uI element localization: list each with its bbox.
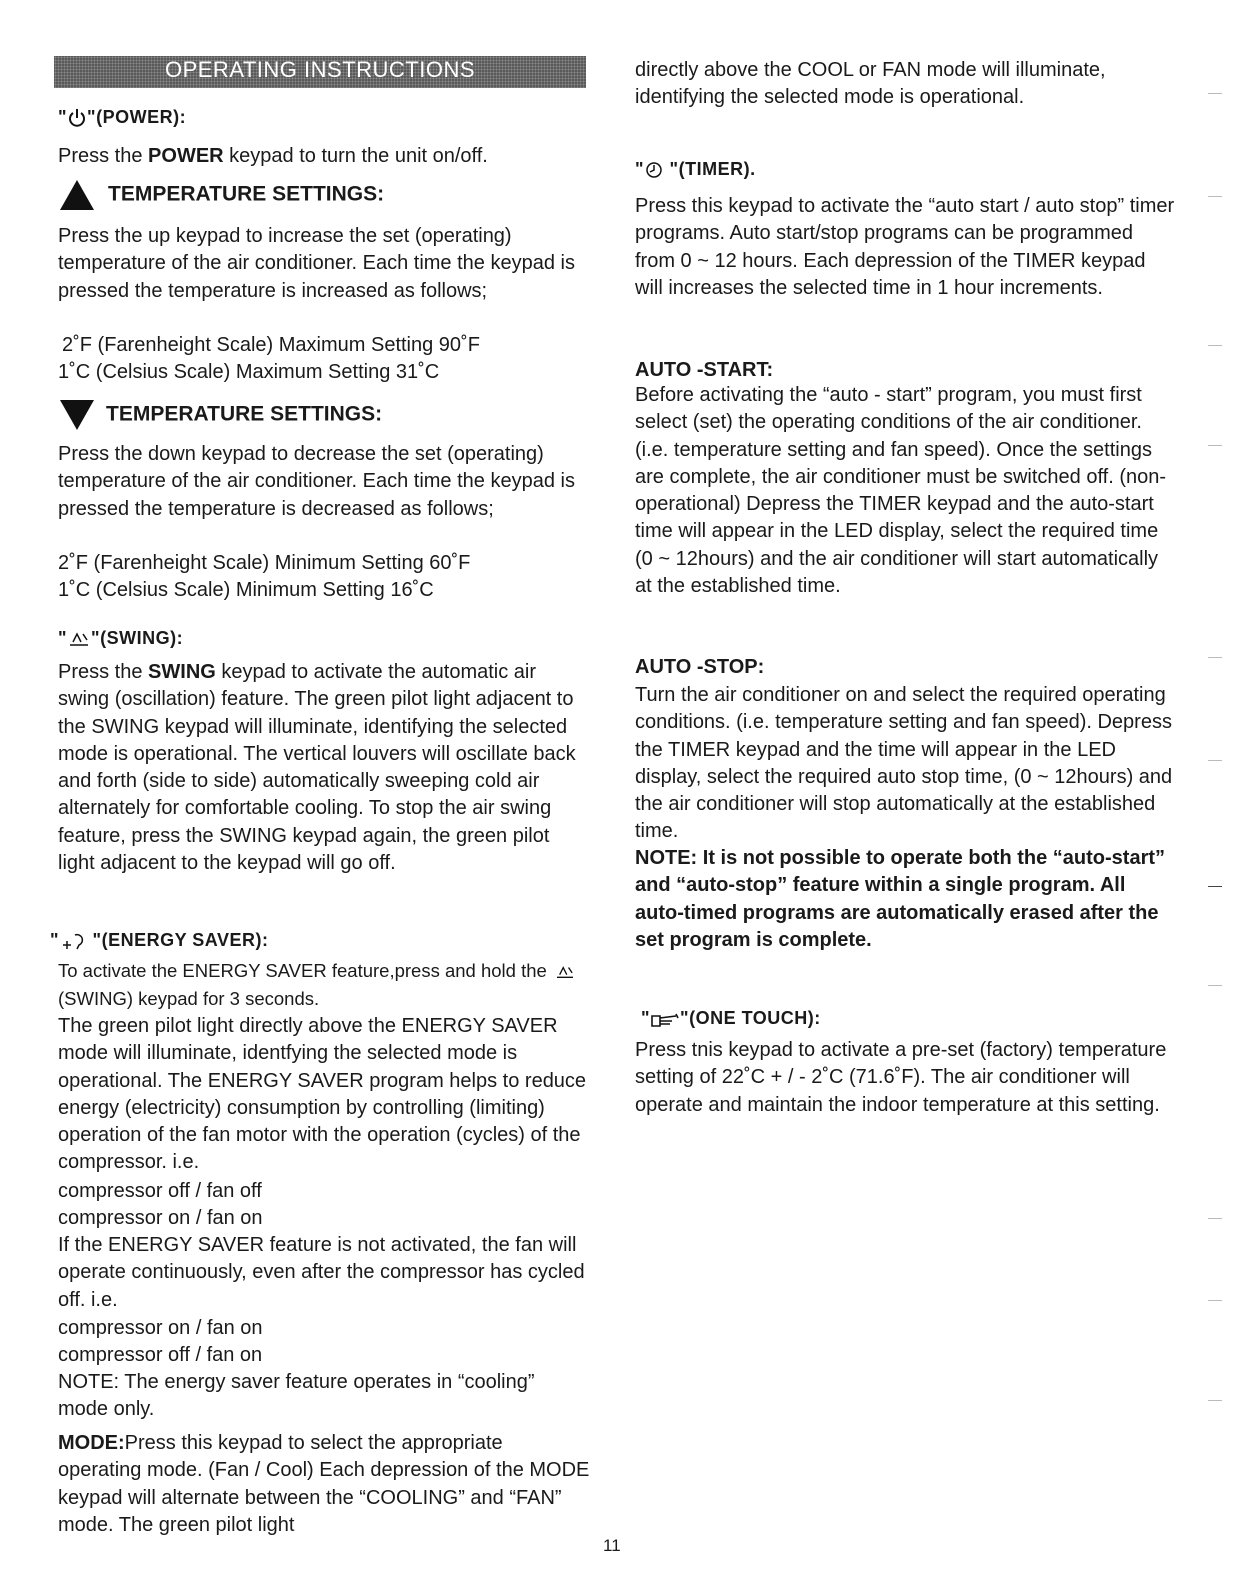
- timer-text: Press this keypad to activate the “auto start / auto stop” timer programs. Auto start/stop programs can be programmed from 0 ~ 12 hours. Each depression of the TIMER keypad will increases the selected time in 1 hour increments.: [635, 195, 1175, 299]
- temp-down-text: Press the down keypad to decrease the set (operating) temperature of the air conditioner. Each time the keypad is pressed the temperature is decreased as follows;: [58, 443, 575, 520]
- power-icon: [67, 107, 87, 129]
- clock-icon: [644, 160, 664, 180]
- temp-up-text: Press the up keypad to increase the set (operating) temperature of the air conditioner. Each time the keypad is pressed the temperature is increased as follows;: [58, 225, 575, 302]
- scan-mark: [1208, 345, 1222, 346]
- swing-icon: [552, 964, 578, 980]
- scan-mark: [1208, 1218, 1222, 1219]
- temp-down-f: 2˚F (Farenheight Scale) Minimum Setting 60˚F: [58, 552, 471, 574]
- auto-start-heading: AUTO -START:: [635, 359, 774, 381]
- energy-saver-icon: [59, 931, 87, 951]
- swing-text: Press the SWING keypad to activate the automatic air swing (oscillation) feature. The green pilot light adjacent to the SWING keypad will illuminate, identifying the selected mode is operational. The vertical louvers will oscillate back and forth (side to side) automatically sweeping cold air alternately for comfortable cooling. To stop the air swing feature, press the SWING keypad again, the green pilot light adjacent to the keypad will go off.: [58, 661, 576, 875]
- scan-mark: [1208, 1300, 1222, 1301]
- down-arrow-icon: [60, 400, 94, 430]
- energy-intro: To activate the ENERGY SAVER feature,press and hold the (SWING) keypad for 3 seconds.: [58, 957, 590, 1013]
- cycle-line-4: compressor off / fan on: [58, 1344, 263, 1366]
- energy-text: The green pilot light directly above the ENERGY SAVER mode will illuminate, identfying the selected mode is operational. The ENERGY SAVER program helps to reduce energy (electricity) consumption by controlling (limiting) operation of the fan motor with the operation (cycles) of the compressor. i.e.: [58, 1015, 587, 1174]
- temp-up-f: 2˚F (Farenheight Scale) Maximum Setting 90˚F: [62, 334, 480, 356]
- cycle-line-1: compressor off / fan off: [58, 1180, 262, 1202]
- scan-mark: [1208, 760, 1222, 761]
- energy-off-text: If the ENERGY SAVER feature is not activated, the fan will operate continuously, even after the compressor has cycled off. i.e.: [58, 1234, 585, 1311]
- energy-note: NOTE: The energy saver feature operates in “cooling” mode only.: [58, 1371, 535, 1421]
- section-title: OPERATING INSTRUCTIONS: [164, 57, 476, 82]
- up-arrow-icon: [60, 180, 94, 210]
- mode-text: MODE:Press this keypad to select the appropriate operating mode. (Fan / Cool) Each depression of the MODE keypad will alternate between the “COOLING” and “FAN” mode. The green pilot light: [58, 1432, 590, 1536]
- swing-icon: [67, 630, 91, 648]
- scan-mark: [1208, 445, 1222, 446]
- cycle-line-2: compressor on / fan on: [58, 1207, 263, 1229]
- scan-mark: [1208, 657, 1222, 658]
- temp-down-heading: TEMPERATURE SETTINGS:: [58, 400, 590, 430]
- scan-mark: [1208, 93, 1222, 94]
- auto-stop-heading: AUTO -STOP:: [635, 656, 765, 678]
- power-heading: " "(POWER):: [58, 107, 590, 129]
- scan-mark: [1208, 985, 1222, 986]
- timer-note: NOTE: It is not possible to operate both the “auto-start” and “auto-stop” feature within a single program. All auto-timed programs are automatically erased after the set program is complete.: [635, 847, 1166, 951]
- scan-mark: [1208, 1400, 1222, 1401]
- auto-stop-text: Turn the air conditioner on and select the required operating conditions. (i.e. temperature setting and fan speed). Depress the TIMER keypad and the time will appear in the LED display, select the required auto stop time, (0 ~ 12hours) and the air conditioner will stop automatically at the established time.: [635, 684, 1173, 843]
- auto-start-text: Before activating the “auto - start” program, you must first select (set) the operating conditions of the air conditioner. (i.e. temperature setting and fan speed). Once the settings are complete, the air conditioner must be switched off. (non-operational) Depress the TIMER keypad and the auto-start time will appear in the LED display, select the required time (0 ~ 12hours) and the air conditioner will start automatically at the established time.: [635, 384, 1167, 598]
- temp-down-c: 1˚C (Celsius Scale) Minimum Setting 16˚C: [58, 579, 434, 601]
- page-number: 11: [603, 1536, 621, 1555]
- temp-up-c: 1˚C (Celsius Scale) Maximum Setting 31˚C: [58, 361, 440, 383]
- power-text: Press the POWER keypad to turn the unit on/off.: [58, 145, 488, 167]
- cycle-line-3: compressor on / fan on: [58, 1317, 263, 1339]
- scan-mark: [1208, 196, 1222, 197]
- swing-heading: " "(SWING):: [58, 628, 184, 648]
- temp-up-heading: TEMPERATURE SETTINGS:: [58, 180, 590, 210]
- timer-heading: " "(TIMER).: [635, 159, 756, 179]
- one-touch-heading: " "(ONE TOUCH):: [641, 1008, 821, 1028]
- scan-mark: [1208, 886, 1222, 887]
- energy-saver-heading: " "(ENERGY SAVER):: [50, 930, 269, 950]
- mode-continued: directly above the COOL or FAN mode will illuminate, identifying the selected mode is operational.: [635, 59, 1106, 109]
- pointing-hand-icon: [650, 1010, 680, 1028]
- one-touch-text: Press tnis keypad to activate a pre-set (factory) temperature setting of 22˚C + / - 2˚C (71.6˚F). The air conditioner will operate and maintain the indoor temperature at this setting.: [635, 1039, 1167, 1116]
- section-banner: [54, 56, 586, 88]
